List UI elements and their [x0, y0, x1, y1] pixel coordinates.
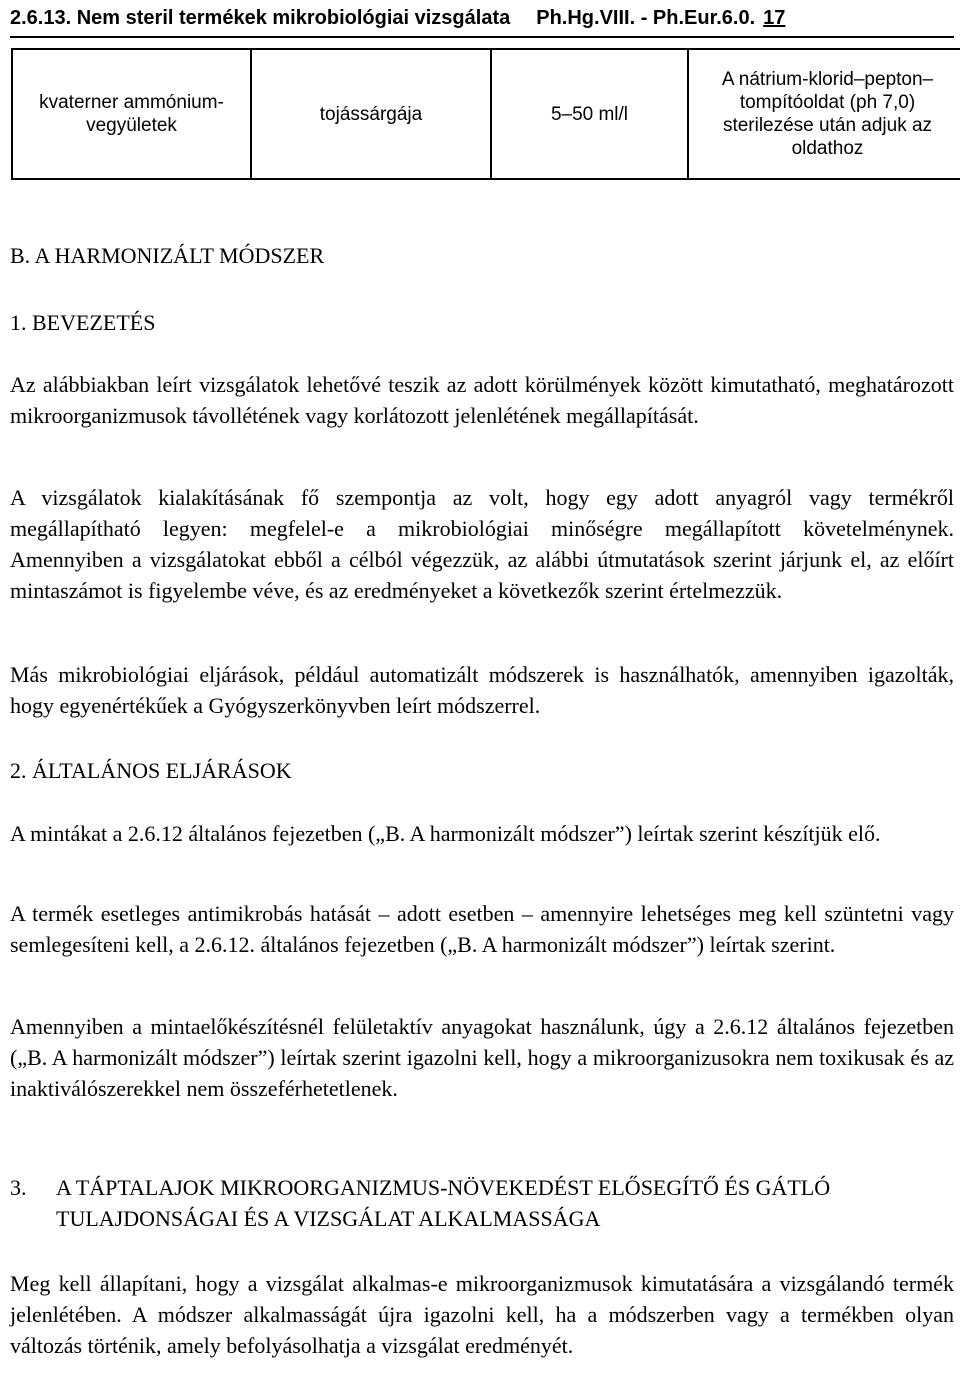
header-pharmacopoeia: Ph.Hg.VIII. - Ph.Eur.6.0.: [536, 7, 756, 29]
table-cell: A nátrium-klorid–pepton–tompítóoldat (ph 7,0) sterilezése után adjuk az oldathoz: [688, 49, 960, 179]
table-cell: tojássárgája: [251, 49, 491, 179]
paragraph: Amennyiben a mintaelőkészítésnél felületaktív anyagokat használunk, úgy a 2.6.12 általános fejezetben („B. A harmonizált módszer”) leírtak szerint igazolni kell, hogy a mikroorganizusokra nem toxikusak és az inaktiválószerekkel nem összeférhetetlenek.: [10, 1014, 954, 1101]
heading-general-procedures: 2. ÁLTALÁNOS ELJÁRÁSOK: [10, 758, 292, 783]
heading-harmonized-method: B. A HARMONIZÁLT MÓDSZER: [10, 243, 325, 268]
running-header: [10, 4, 954, 38]
heading-introduction: 1. BEVEZETÉS: [10, 310, 156, 335]
table-cell: kvaterner ammónium-vegyületek: [12, 49, 251, 179]
paragraph: Más mikrobiológiai eljárások, például automatizált módszerek is használhatók, amennyiben igazolták, hogy egyenértékűek a Gyógyszerkönyvben leírt módszerrel.: [10, 662, 954, 718]
paragraph: Meg kell állapítani, hogy a vizsgálat alkalmas-e mikroorganizmusok kimutatására a vizsgálandó termék jelenlétében. A módszer alkalmasságát újra igazolni kell, ha a módszerben vagy a termékben olyan változás történik, amely befolyásolhatja a vizsgálat eredményét.: [10, 1271, 954, 1358]
paragraph: A termék esetleges antimikrobás hatását – adott esetben – amennyire lehetséges meg kell szüntetni vagy semlegesíteni kell, a 2.6.12. általános fejezetben („B. A harmonizált módszer”) leírtak szerint.: [10, 901, 954, 957]
paragraph: A mintákat a 2.6.12 általános fejezetben („B. A harmonizált módszer”) leírtak szerint készítjük elő.: [10, 821, 881, 846]
requirements-table: [11, 48, 960, 180]
table-row: [12, 49, 960, 179]
heading-media-properties: [10, 1172, 954, 1234]
page-number: 17: [763, 7, 786, 29]
heading-text: A TÁPTALAJOK MIKROORGANIZMUS-NÖVEKEDÉST ELŐSEGÍTŐ ÉS GÁTLÓ TULAJDONSÁGAI ÉS A VIZSGÁLAT ALKALMASSÁGA: [56, 1175, 831, 1231]
table-cell: 5–50 ml/l: [491, 49, 688, 179]
paragraph: A vizsgálatok kialakításának fő szempontja az volt, hogy egy adott anyagról vagy termékről megállapítható legyen: megfelel-e a mikrobiológiai minőségre megállapított követelménynek. Amennyiben a vizsgálatokat ebből a célból végezzük, az alábbi útmutatások szerint járjunk el, az előírt mintaszámot is figyelembe véve, és az eredményeket a következők szerint értelmezzük.: [10, 485, 954, 603]
header-section-title: 2.6.13. Nem steril termékek mikrobiológiai vizsgálata: [10, 7, 511, 29]
paragraph: Az alábbiakban leírt vizsgálatok lehetővé teszik az adott körülmények között kimutatható, meghatározott mikroorganizmusok távollétének vagy korlátozott jelenlétének megállapítását.: [10, 372, 954, 428]
heading-number: 3.: [10, 1175, 27, 1200]
